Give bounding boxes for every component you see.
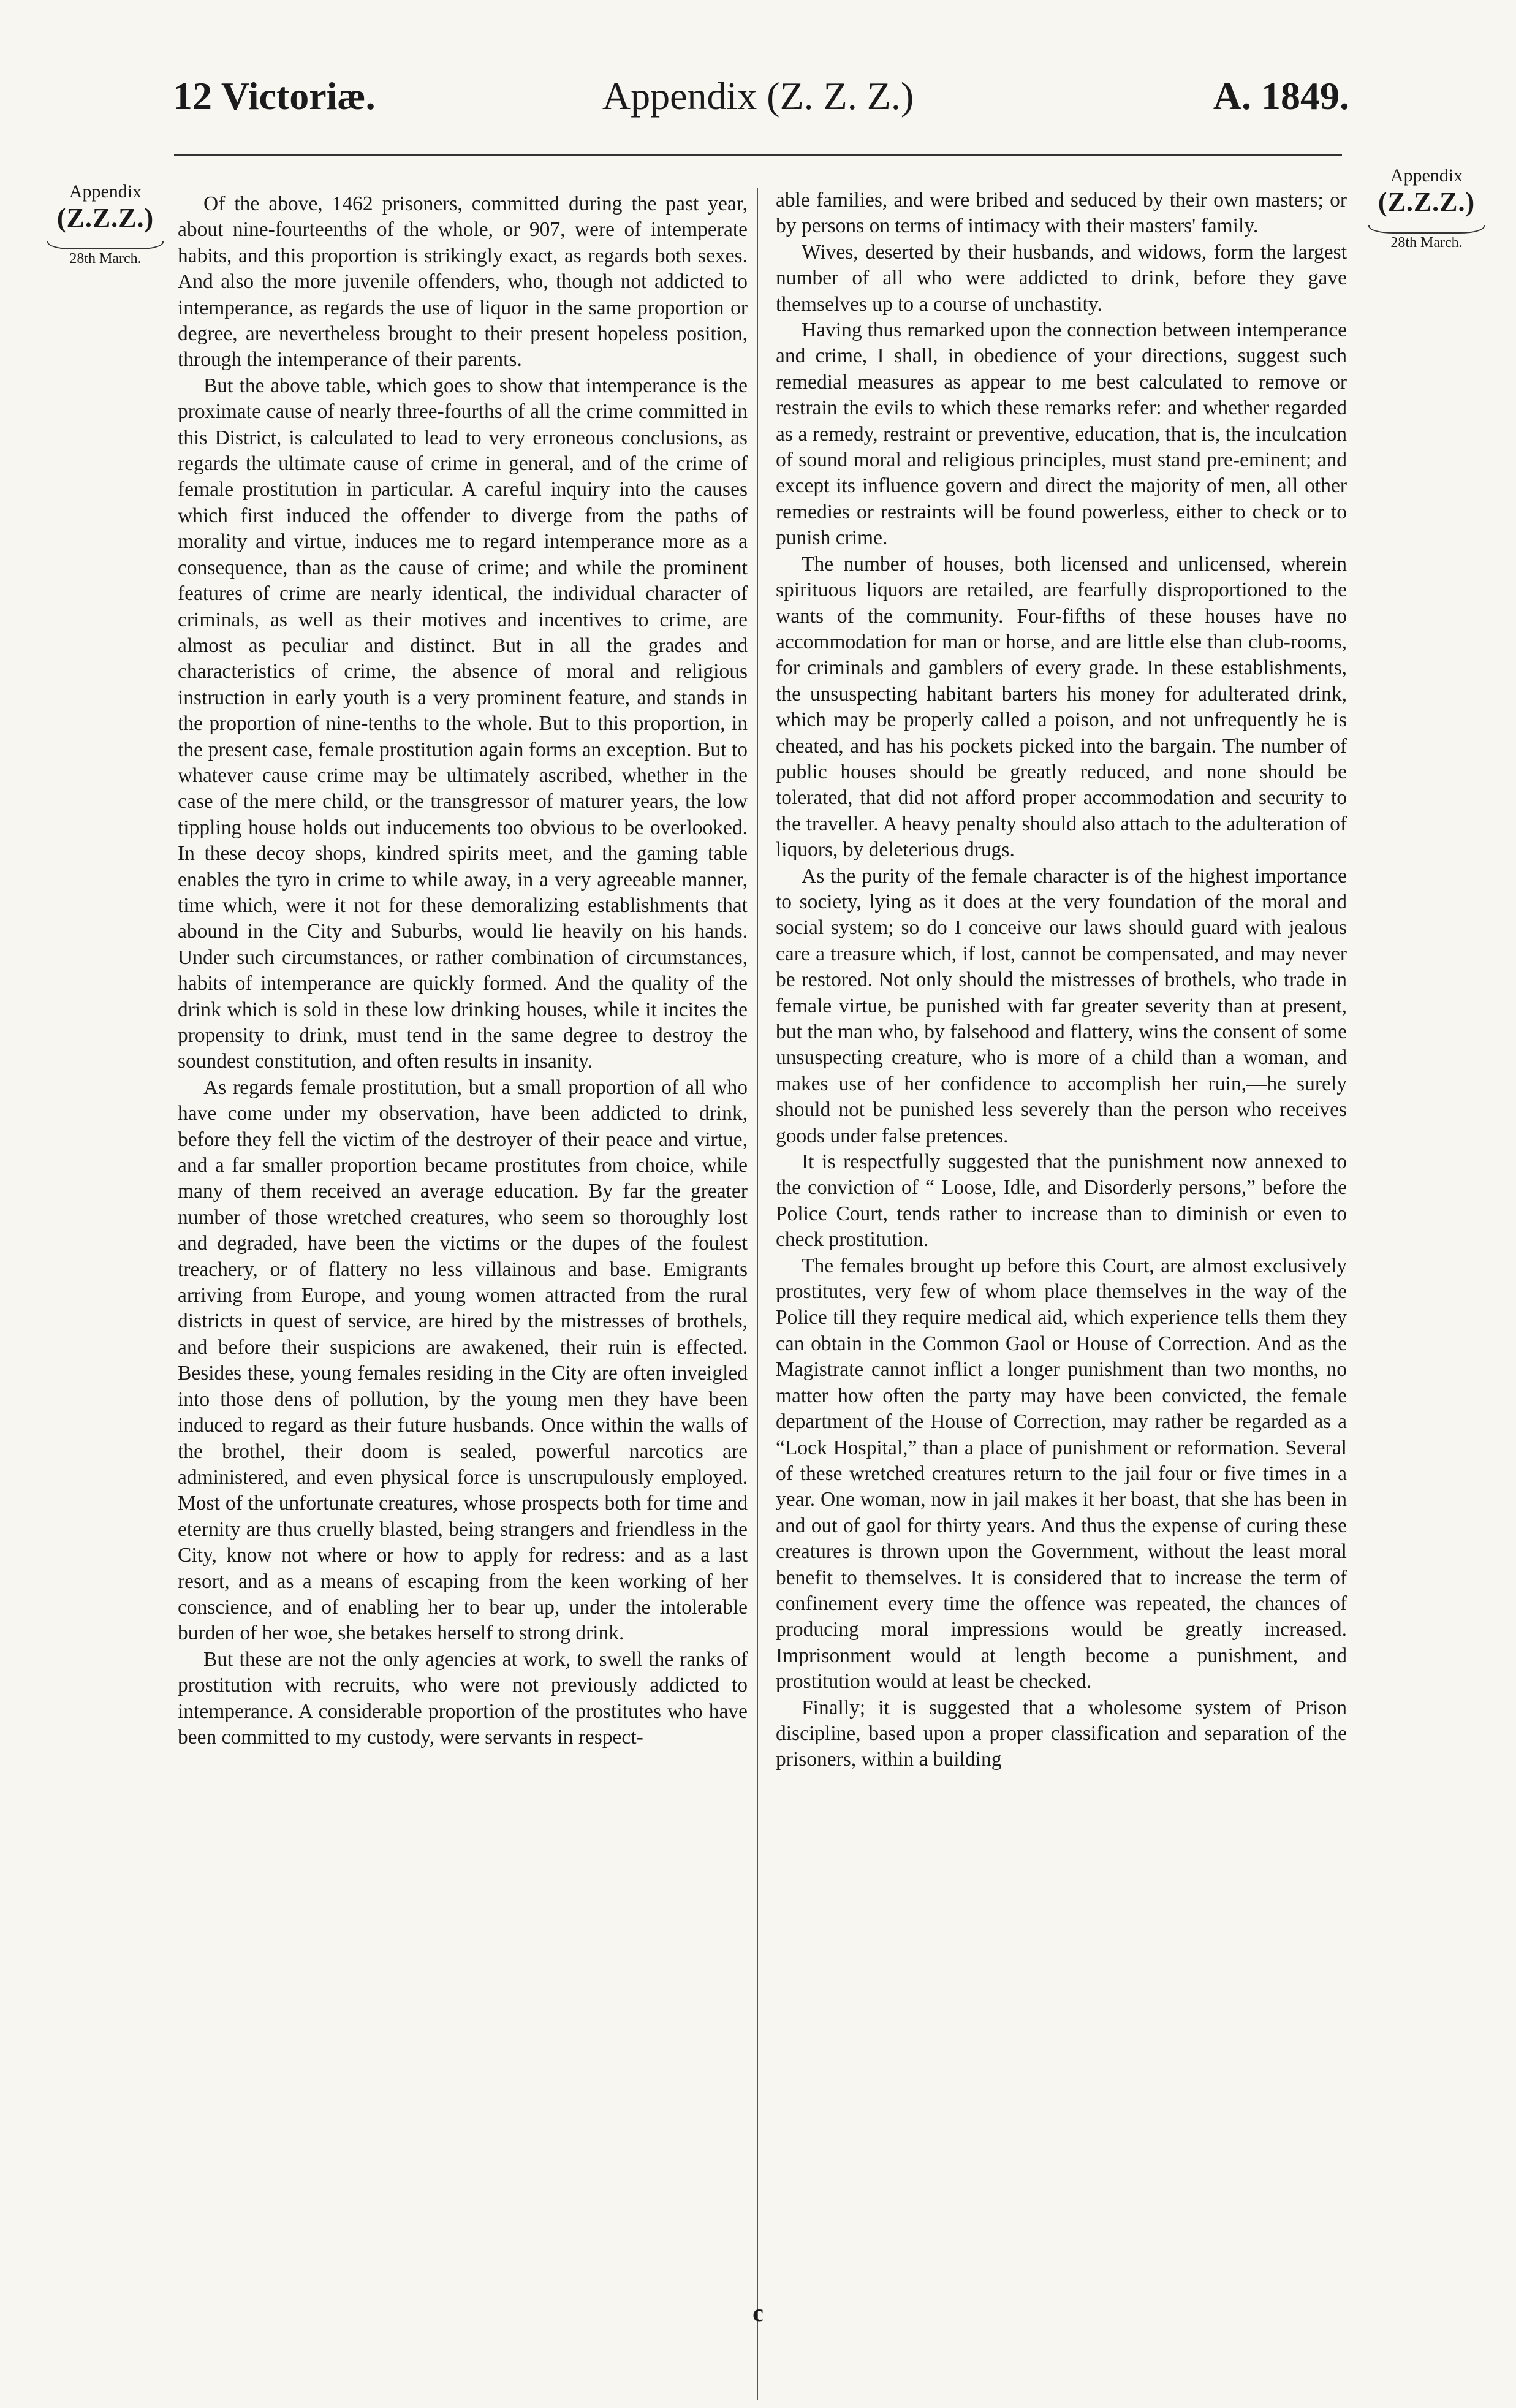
paragraph: Finally; it is suggested that a wholesome system of Prison discipline, based upon a proper classification and separation of the prisoners, within a building [776, 1696, 1347, 1771]
paragraph: As the purity of the female character is of the highest importance to society, lying as it does at the very foundation of the moral and social system; so do I conceive our laws should guard with jealous care a treasure which, if lost, cannot be compensated, and may never be restored. Not only should the mistresses of brothels, who trade in female virtue, be punished with far greater severity than at present, but the man who, by falsehood and flattery, wins the consent of some unsuspecting creature, who is more of a child than a woman, and makes use of her confidence to accomplish her ruin,—he surely should not be punished less severely than the person who receives goods under false pretences. [776, 864, 1347, 1147]
header-rule [174, 154, 1342, 156]
paragraph: The number of houses, both licensed and unlicensed, wherein spirituous liquors are retailed, are fearfully disproportioned to the wants of the community. Four-fifths of these houses have no accommodation for man or horse, and are little else than club-rooms, for criminals and gamblers of every grade. In these establishments, the unsuspecting habitant barters his money for adulterated drink, which may be properly called a poison, and not unfrequently he is cheated, and has his pockets picked into the bargain. The number of public houses should be greatly reduced, and none should be tolerated, that did not afford proper accommodation and security to the traveller. A heavy penalty should also attach to the adulteration of liquors, by deleterious drugs. [776, 552, 1347, 862]
paragraph: The females brought up before this Court, are almost exclusively prostitutes, very few of whom place themselves in the way of the Police till they require medical aid, which experience tells them they can obtain in the Common Gaol or House of Correction. And as the Magistrate cannot inflict a longer punishment than two months, no matter how often the party may have been convicted, the female department of the House of Correction, may rather be regarded as a “Lock Hospital,” than a place of punishment or reformation. Several of these wretched creatures return to the jail four or five times in a year. One woman, now in jail makes it her boast, that she has been in and out of gaol for thirty years. And thus the expense of curing these creatures is thrown upon the Government, without the least moral benefit to themselves. It is considered that to increase the term of confinement every time the offence was repeated, the chances of producing moral impressions would be greatly increased. Imprisonment would at length become a punishment, and prostitution would at least be checked. [776, 1254, 1347, 1693]
brace-icon [1368, 218, 1485, 235]
header-regnal-year: 12 Victoriæ. [173, 74, 376, 118]
page-header [0, 74, 1516, 141]
paragraph-continuation: able families, and were bribed and seduced by their own masters; or by persons on terms of intimacy with their masters' family. [776, 189, 1347, 238]
printer-signature: c [752, 2299, 764, 2326]
margin-appendix-label: Appendix [1390, 165, 1463, 186]
brace-icon [47, 234, 164, 251]
margin-appendix-label: Appendix [69, 181, 142, 202]
header-year: A. 1849. [1213, 74, 1349, 118]
paragraph: But these are not the only agencies at work, to swell the ranks of prostitution with recruits, who were not previously addicted to intemperance. A considerable proportion of the prostitutes who have been committed to my custody, were servants in respect- [178, 1647, 748, 1749]
paragraph: As regards female prostitution, but a small proportion of all who have come under my observation, have been addicted to drink, before they fell the victim of the destroyer of their peace and virtue, and a far smaller proportion became prostitutes from choice, while many of them received an average education. By far the greater number of those wretched creatures, who seem so thoroughly lost and degraded, have been the victims or the dupes of the foulest treachery, or of flattery no less villainous and base. Emigrants arriving from Europe, and young women attracted from the rural districts in quest of service, are hired by the mistresses of brothels, and before their suspicions are awakened, their ruin is effected. Besides these, young females residing in the City are often inveigled into those dens of pollution, by the young men they have been induced to regard as their future husbands. Once within the walls of the brothel, their doom is sealed, powerful narcotics are administered, and even physical force is unscrupulously employed. Most of the unfortunate creatures, whose prospects both for time and eternity are thus cruelly blasted, being strangers and friendless in the City, know not where or how to apply for redress: and as a last resort, and as a means of escaping from the keen working of her conscience, and of enabling her to bear up, under the intolerable burden of her woe, she betakes herself to strong drink. [178, 1076, 748, 1645]
margin-note-left [38, 181, 173, 268]
paragraph: Of the above, 1462 prisoners, committed during the past year, about nine-fourteenths of the whole, or 907, were of intemperate habits, and this proportion is strikingly exact, as regards both sexes. And also the more juvenile offenders, who, though not addicted to intemperance, as regards the use of liquor in the same proportion or degree, are nevertheless brought to their present hopeless position, through the intemperance of their parents. [178, 192, 748, 371]
margin-date: 28th March. [1390, 235, 1463, 251]
margin-date: 28th March. [69, 251, 142, 267]
left-column [178, 191, 748, 1750]
column-divider [757, 188, 758, 2400]
paragraph: But the above table, which goes to show that intemperance is the proximate cause of nearly three-fourths of all the crime committed in this District, is calculated to lead to very erroneous conclusions, as regards the ultimate cause of crime in general, and of the crime of female prostitution in particular. A careful inquiry into the causes which first induced the offender to diverge from the paths of morality and virtue, induces me to regard intemperance more as a consequence, than as the cause of crime; and while the prominent features of crime are nearly identical, the individual character of criminals, as well as their motives and incentives to crime, are almost as peculiar and distinct. But in all the grades and characteristics of crime, the absence of moral and religious instruction in early youth is a very prominent feature, and stands in the proportion of nine-tenths to the whole. But to this proportion, in the present case, female prostitution again forms an exception. But to whatever cause crime may be ultimately ascribed, whether in the case of the mere child, or the transgressor of maturer years, the low tippling house holds out inducements too obvious to be overlooked. In these decoy shops, kindred spirits meet, and the gaming table enables the tyro in crime to while away, in a very agreeable manner, time which, were it not for these demoralizing establishments that abound in the City and Suburbs, would lie heavily on his hands. Under such circumstances, or rather combination of circumstances, habits of intemperance are quickly formed. And the quality of the drink which is sold in these low drinking houses, while it incites the propensity to drink, must tend in the same degree to destroy the soundest constitution, and often results in insanity. [178, 374, 748, 1073]
paragraph: Wives, deserted by their husbands, and widows, form the largest number of all who were addicted to drink, before they gave themselves up to a course of unchastity. [776, 240, 1347, 316]
paragraph: Having thus remarked upon the connection between intemperance and crime, I shall, in obedience of your directions, suggest such remedial measures as appear to me best calculated to remove or restrain the evils to which these remarks refer: and whether regarded as a remedy, restraint or preventive, education, that is, the inculcation of sound moral and religious principles, must stand pre-eminent; and except its influence govern and direct the majority of men, all other remedies or restraints will be found powerless, either to check or to punish crime. [776, 319, 1347, 550]
header-appendix-title: Appendix (Z. Z. Z.) [602, 74, 914, 118]
margin-appendix-ref: (Z.Z.Z.) [56, 202, 154, 233]
margin-note-right [1359, 165, 1494, 252]
right-column [776, 188, 1347, 1773]
margin-appendix-ref: (Z.Z.Z.) [1378, 186, 1476, 217]
paragraph: It is respectfully suggested that the punishment now annexed to the conviction of “ Loose, Idle, and Disorderly persons,” before the Police Court, tends rather to increase than to diminish or even to check prostitution. [776, 1150, 1347, 1251]
